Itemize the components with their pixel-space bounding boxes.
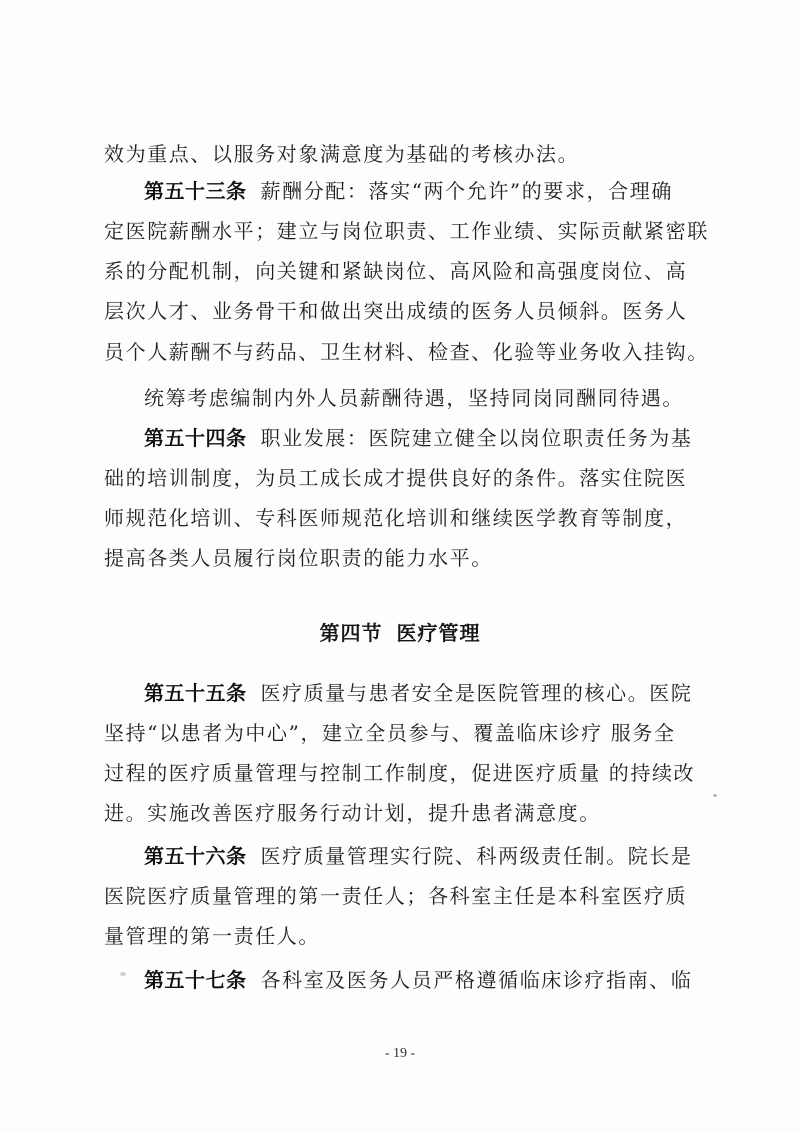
article-54-line [144, 423, 704, 453]
line-text: 量管理的第一责任人。 [104, 924, 320, 948]
article-57-line [144, 965, 704, 995]
section-number: 第四节 [319, 621, 383, 645]
line-text: 医院医疗质量管理的第一责任人；各科室主任是本科室医疗质 [104, 884, 688, 908]
body-line [104, 543, 704, 573]
body-line [104, 503, 704, 533]
line-text: 员个人薪酬不与药品、卫生材料、检查、化验等业务收入挂钩。 [104, 340, 709, 364]
article-53-line [144, 176, 704, 206]
article-55-line [144, 678, 704, 708]
body-line [104, 463, 704, 493]
article-56-label: 第五十六条 [144, 844, 247, 868]
article-57-label: 第五十七条 [144, 968, 247, 992]
body-line [104, 337, 709, 367]
line-text: 师规范化培训、专科医师规范化培训和继续医学教育等制度， [104, 506, 688, 530]
line-text: 各科室及医务人员严格遵循临床诊疗指南、临 [260, 968, 693, 992]
line-text: 统筹考虑编制内外人员薪酬待遇，坚持同岗同酬同待遇。 [144, 386, 684, 410]
scan-speck [713, 794, 717, 797]
body-line [104, 718, 704, 748]
article-56-line [144, 841, 704, 871]
line-text: 坚持“以患者为中心”，建立全员参与、覆盖临床诊疗 服务全 [104, 721, 676, 745]
line-text: 进。实施改善医疗服务行动计划，提升患者满意度。 [104, 801, 601, 825]
article-53-label: 第五十三条 [144, 179, 247, 203]
line-text: 过程的医疗质量管理与控制工作制度，促进医疗质量 的持续改 [104, 761, 696, 785]
body-line [104, 758, 704, 788]
section-title: 医疗管理 [396, 621, 481, 645]
line-text: 医疗质量与患者安全是医院管理的核心。医院 [260, 681, 693, 705]
body-line [104, 296, 704, 326]
section-heading [0, 618, 800, 648]
body-line [144, 383, 704, 413]
scan-speck [120, 972, 126, 976]
body-line [104, 139, 704, 169]
body-line [104, 216, 709, 246]
line-text: 效为重点、以服务对象满意度为基础的考核办法。 [104, 142, 580, 166]
page-number: - 19 - [384, 1046, 416, 1061]
body-line [104, 921, 704, 951]
line-text: 定医院薪酬水平；建立与岗位职责、工作业绩、实际贡献紧密联 [104, 219, 709, 243]
article-54-label: 第五十四条 [144, 426, 247, 450]
body-line [104, 798, 704, 828]
line-text: 系的分配机制，向关键和紧缺岗位、高风险和高强度岗位、高 [104, 259, 688, 283]
line-text: 层次人才、业务骨干和做出突出成绩的医务人员倾斜。医务人 [104, 299, 688, 323]
body-line [104, 881, 704, 911]
line-text: 提高各类人员履行岗位职责的能力水平。 [104, 546, 493, 570]
line-text: 医疗质量管理实行院、科两级责任制。院长是 [260, 844, 693, 868]
body-line [104, 256, 704, 286]
line-text: 础的培训制度，为员工成长成才提供良好的条件。落实住院医 [104, 466, 688, 490]
article-55-label: 第五十五条 [144, 681, 247, 705]
line-text: 薪酬分配：落实“两个允许”的要求，合理确 [260, 179, 673, 203]
line-text: 职业发展：医院建立健全以岗位职责任务为基 [260, 426, 693, 450]
